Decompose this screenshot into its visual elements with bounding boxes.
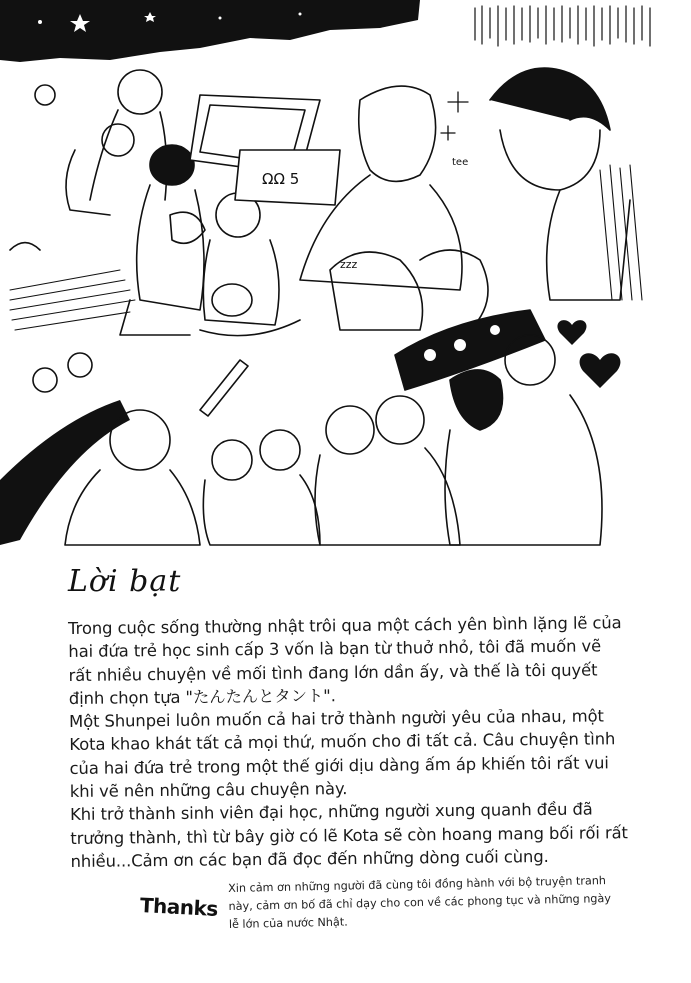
afterword-body	[68, 611, 631, 873]
hatching-top-right	[475, 6, 650, 46]
dark-hatch-bottom-left	[0, 400, 130, 545]
hatching-floor-left	[10, 270, 135, 330]
character-boys-bottom-center	[315, 396, 460, 545]
thanks-label: Thanks	[139, 892, 219, 922]
sign-board-text: ΩΩ 5	[262, 170, 300, 188]
character-adult-left	[66, 70, 167, 215]
tee-text: tee	[452, 157, 469, 168]
character-boy-dog	[200, 193, 300, 336]
hatching-right	[600, 165, 642, 300]
character-small-figures-left	[10, 85, 92, 392]
afterword-paragraph: Khi trở thành sinh viên đại học, những người xung quanh đều đã trưởng thành, thì từ bây giờ có lẽ Kota sẽ còn hoang mang bối rối rất nhiều...Cảm ơn các bạn đã đọc đến những dòng cuối cùng.	[69, 799, 628, 871]
character-sleeping-kids	[330, 250, 488, 330]
night-sky	[0, 0, 420, 62]
sign-board	[235, 150, 340, 205]
afterword-paragraph: Trong cuộc sống thường nhật trôi qua một cách yên bình lặng lẽ của hai đứa trẻ học sinh cấp 3 vốn là bạn từ thuở nhỏ, tôi đã muốn vẽ rất nhiều chuyện về mối tình đang lớn dần ấy, và thế là tôi quyết định chọn tựa "たんたんとタント".	[68, 613, 622, 708]
character-kids-group-bottom	[203, 430, 320, 545]
afterword-paragraph: Một Shunpei luôn muốn cả hai trở thành người yêu của nhau, một Kota khao khát tất cả mọi thứ, muốn cho đi tất cả. Câu chuyện tình của hai đứa trẻ trong một thế giới dịu dàng ấm áp khiến tôi rất vui khi vẽ nên những câu chuyện này.	[68, 706, 616, 802]
recorder-flute	[200, 360, 248, 416]
sparkle-icon	[441, 92, 468, 140]
thanks-text: Xin cảm ơn những người đã cùng tôi đồng hành với bộ truyện tranh này, cảm ơn bố đã chỉ dạy cho con về các phong tục và những ngày lễ lớn của nước Nhật.	[228, 874, 612, 931]
page-title: Lời bạt	[68, 564, 182, 599]
heart-icon	[557, 320, 620, 388]
character-boy-cat	[120, 145, 205, 335]
zzz-text: zzz	[340, 258, 358, 271]
